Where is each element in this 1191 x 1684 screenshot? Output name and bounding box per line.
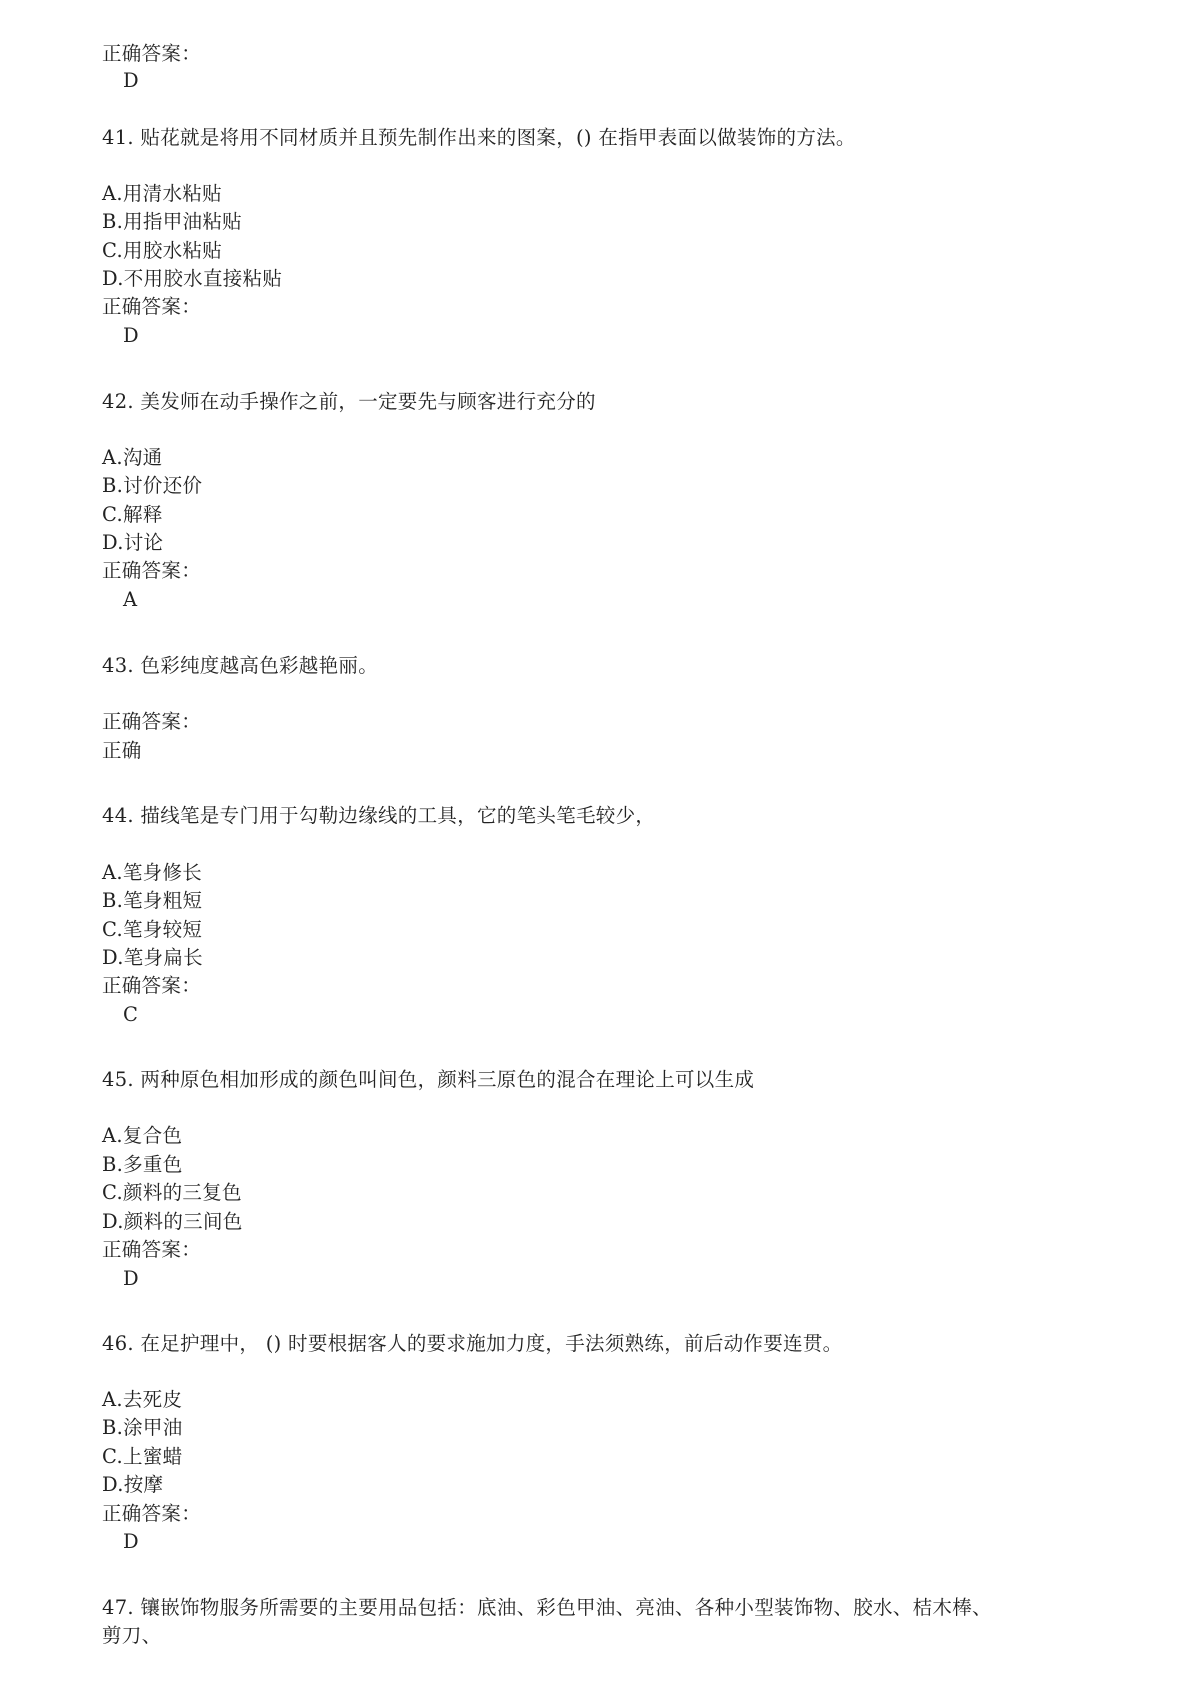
question-stem: 41. 贴花就是将用不同材质并且预先制作出来的图案，() 在指甲表面以做装饰的方法。: [102, 126, 856, 149]
answer-value: A: [123, 588, 138, 611]
option: A.沟通: [102, 446, 163, 469]
question-stem: 47. 镶嵌饰物服务所需要的主要用品包括：底油、彩色甲油、亮油、各种小型装饰物、胶水、桔木棒、: [102, 1596, 992, 1619]
option: C.用胶水粘贴: [102, 239, 223, 262]
option: D.讨论: [102, 531, 164, 554]
answer-value: D: [123, 1267, 139, 1290]
option: A.用清水粘贴: [102, 182, 222, 205]
answer-value: C: [123, 1003, 139, 1026]
option: C.解释: [102, 503, 163, 526]
question-stem: 43. 色彩纯度越高色彩越艳丽。: [102, 654, 379, 677]
option: B.多重色: [102, 1153, 183, 1176]
option: D.笔身扁长: [102, 946, 203, 969]
answer-label: 正确答案：: [102, 1238, 202, 1261]
option: B.用指甲油粘贴: [102, 210, 242, 233]
option: B.笔身粗短: [102, 889, 203, 912]
answer-label: 正确答案：: [102, 559, 202, 582]
option: D.不用胶水直接粘贴: [102, 267, 283, 290]
answer-value: D: [123, 1530, 139, 1553]
answer-value: D: [123, 69, 139, 92]
option: B.讨价还价: [102, 474, 203, 497]
option: D.颜料的三间色: [102, 1210, 243, 1233]
question-stem: 42. 美发师在动手操作之前，一定要先与顾客进行充分的: [102, 390, 596, 413]
question-stem: 46. 在足护理中， () 时要根据客人的要求施加力度，手法须熟练，前后动作要连贯。: [102, 1332, 843, 1355]
answer-label: 正确答案：: [102, 42, 202, 65]
option: A.笔身修长: [102, 861, 203, 884]
answer-value: 正确: [102, 739, 142, 762]
question-stem: 44. 描线笔是专门用于勾勒边缘线的工具，它的笔头笔毛较少，: [102, 804, 656, 827]
option: C.颜料的三复色: [102, 1181, 242, 1204]
option: C.笔身较短: [102, 918, 203, 941]
answer-label: 正确答案：: [102, 295, 202, 318]
question-stem: 45. 两种原色相加形成的颜色叫间色，颜料三原色的混合在理论上可以生成: [102, 1068, 755, 1091]
option: A.去死皮: [102, 1388, 183, 1411]
answer-value: D: [123, 324, 139, 347]
question-stem-continued: 剪刀、: [102, 1624, 162, 1647]
option: A.复合色: [102, 1124, 183, 1147]
answer-label: 正确答案：: [102, 974, 202, 997]
answer-label: 正确答案：: [102, 710, 202, 733]
answer-label: 正确答案：: [102, 1502, 202, 1525]
option: B.涂甲油: [102, 1416, 183, 1439]
option: C.上蜜蜡: [102, 1445, 183, 1468]
option: D.按摩: [102, 1473, 164, 1496]
